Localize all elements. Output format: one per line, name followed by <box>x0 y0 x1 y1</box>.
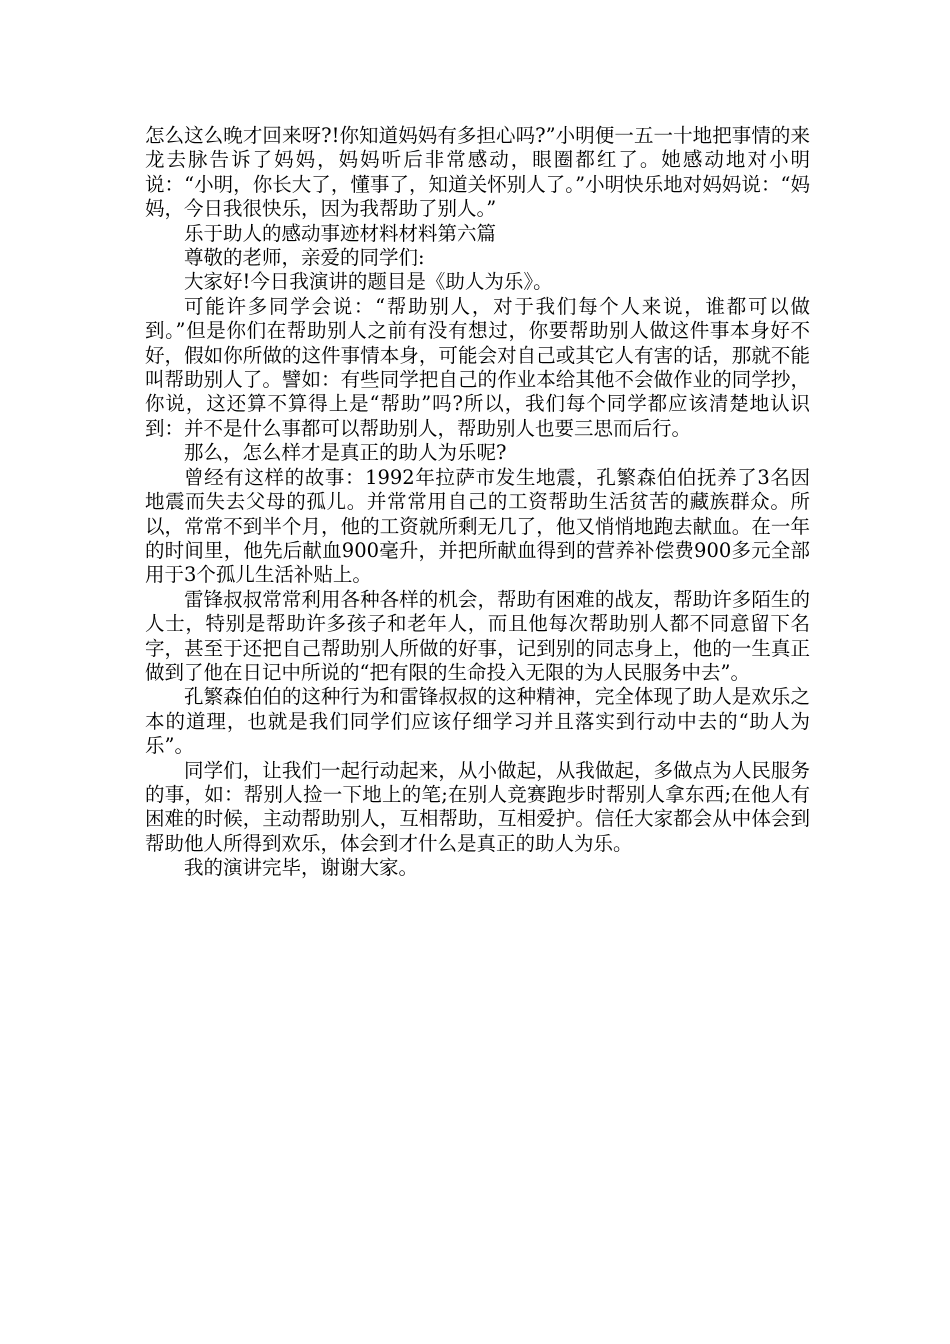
paragraph-greeting: 大家好!今日我演讲的题目是《助人为乐》。 <box>184 270 553 294</box>
paragraph: 那么，怎么样才是真正的助人为乐呢? <box>184 441 507 465</box>
document-body <box>145 124 810 881</box>
salutation: 尊敬的老师，亲爱的同学们: <box>184 246 425 270</box>
section-heading: 乐于助人的感动事迹材料材料第六篇 <box>184 221 497 245</box>
paragraph-continuation: 怎么这么晚才回来呀?!你知道妈妈有多担心吗?”小明便一五一十地把事情的来龙去脉告诉了妈妈，妈妈听后非常感动，眼圈都红了。她感动地对小明说：“小明，你长大了，懂事了，知道关怀别人了。”小明快乐地对妈妈说：“妈妈，今日我很快乐，因为我帮助了别人。” <box>145 124 810 221</box>
paragraph: 雷锋叔叔常常利用各种各样的机会，帮助有困难的战友，帮助许多陌生的人士，特别是帮助许多孩子和老年人，而且他每次帮助别人都不同意留下名字，甚至于还把自己帮助别人所做的好事，记到别的同志身上，他的一生真正做到了他在日记中所说的“把有限的生命投入无限的为人民服务中去”。 <box>145 587 810 684</box>
paragraph: 曾经有这样的故事：1992年拉萨市发生地震，孔繁森伯伯抚养了3名因地震而失去父母的孤儿。并常常用自己的工资帮助生活贫苦的藏族群众。所以，常常不到半个月，他的工资就所剩无几了，他又悄悄地跑去献血。在一年的时间里，他先后献血900毫升，并把所献血得到的营养补偿费900多元全部用于3个孤儿生活补贴上。 <box>145 465 810 587</box>
closing-paragraph: 我的演讲完毕，谢谢大家。 <box>184 856 419 880</box>
paragraph: 孔繁森伯伯的这种行为和雷锋叔叔的这种精神，完全体现了助人是欢乐之本的道理，也就是我们同学们应该仔细学习并且落实到行动中去的“助人为乐”。 <box>145 685 810 758</box>
paragraph: 可能许多同学会说：“帮助别人，对于我们每个人来说，谁都可以做到。”但是你们在帮助别人之前有没有想过，你要帮助别人做这件事本身好不好，假如你所做的这件事情本身，可能会对自己或其它人有害的话，那就不能叫帮助别人了。譬如：有些同学把自己的作业本给其他不会做作业的同学抄，你说，这还算不算得上是“帮助”吗?所以，我们每个同学都应该清楚地认识到：并不是什么事都可以帮助别人，帮助别人也要三思而后行。 <box>145 294 810 440</box>
paragraph: 同学们，让我们一起行动起来，从小做起，从我做起，多做点为人民服务的事，如：帮别人捡一下地上的笔;在别人竞赛跑步时帮别人拿东西;在他人有困难的时候，主动帮助别人，互相帮助，互相爱护。信任大家都会从中体会到帮助他人所得到欢乐，体会到才什么是真正的助人为乐。 <box>145 758 810 855</box>
